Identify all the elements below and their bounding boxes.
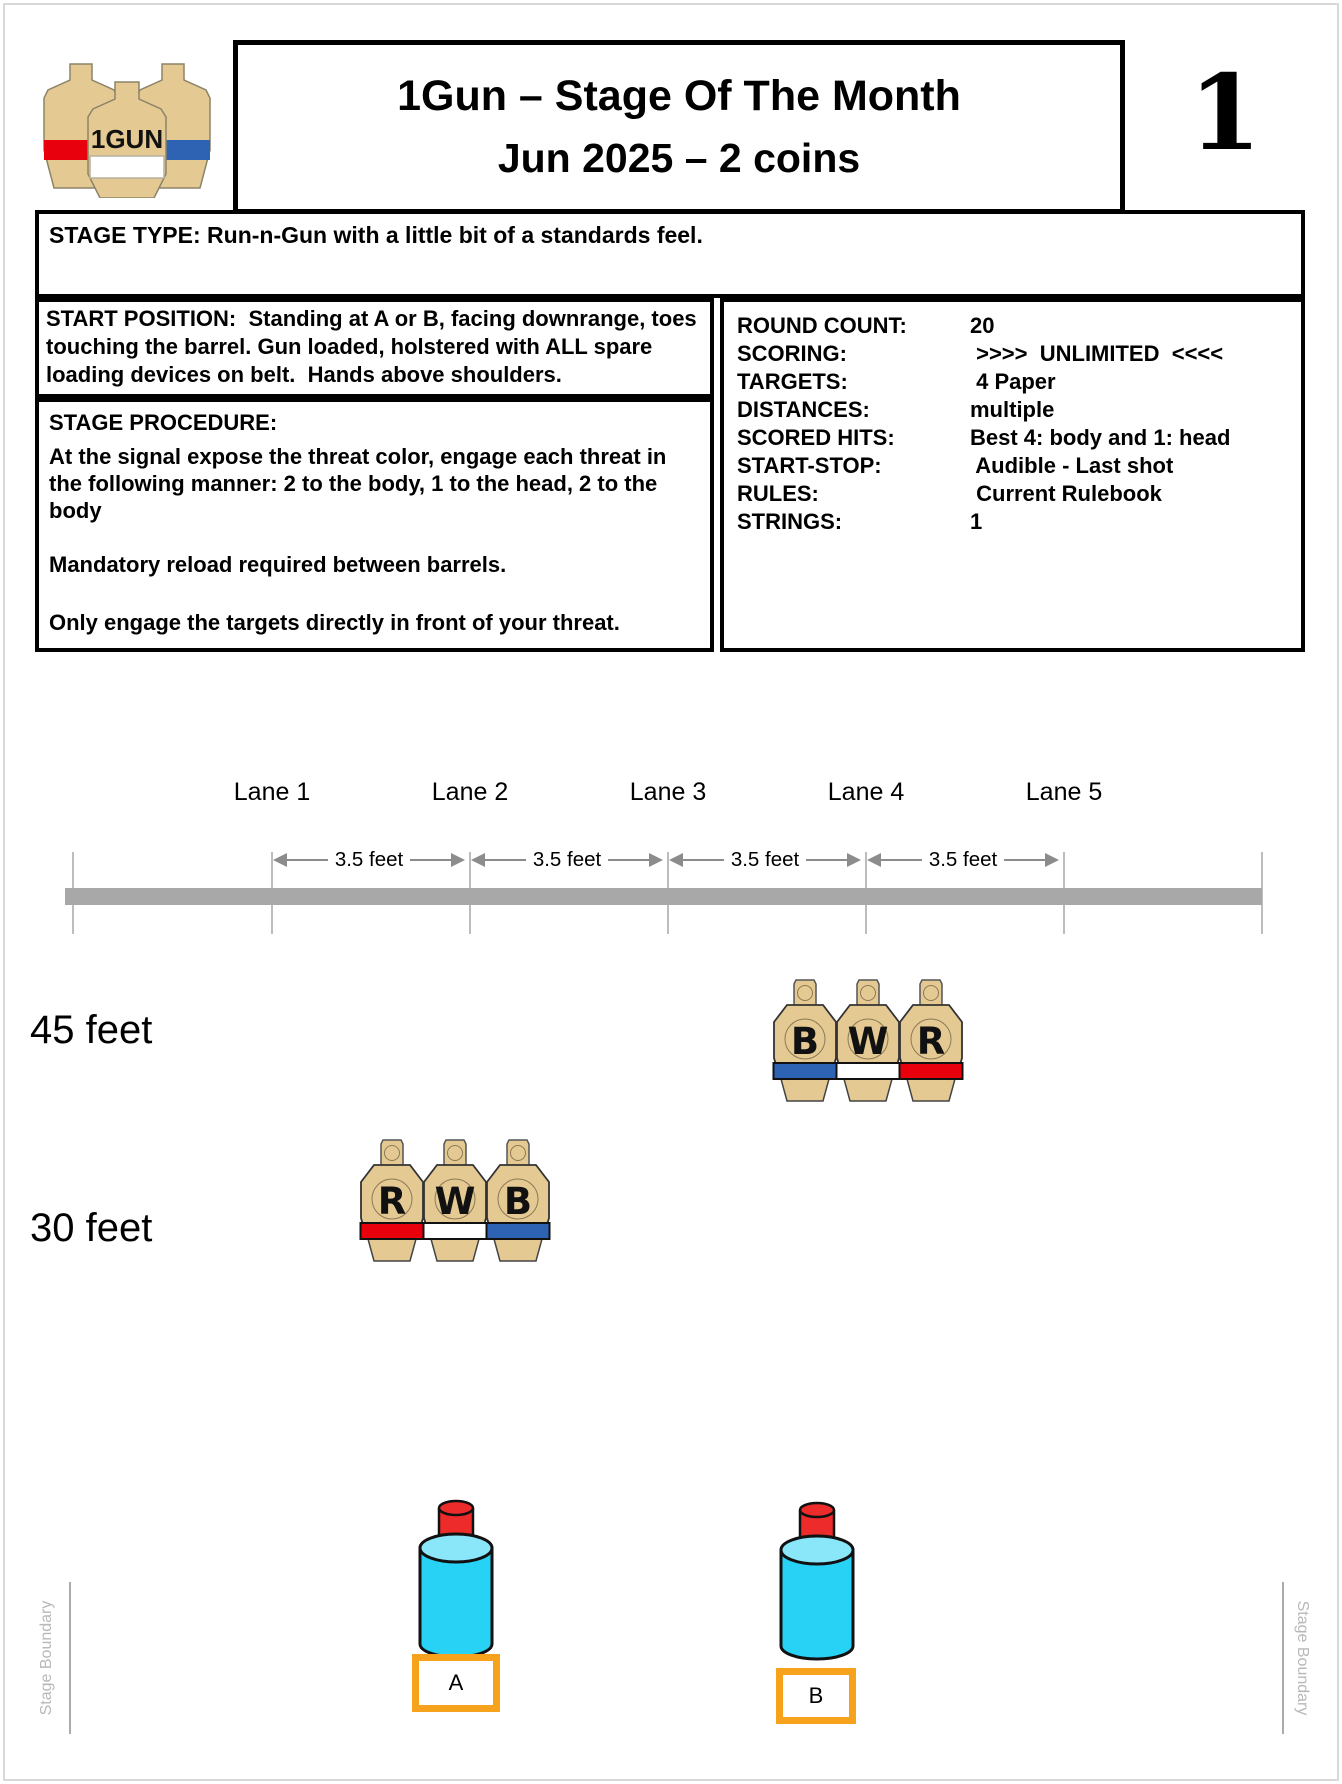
page-title: 1Gun – Stage Of The Month bbox=[397, 72, 961, 120]
arrow-left-icon bbox=[471, 853, 485, 867]
barrel-b bbox=[775, 1498, 859, 1678]
target-letter: B bbox=[790, 1020, 820, 1063]
barrel-a bbox=[414, 1496, 498, 1676]
info-value: >>>> UNLIMITED <<<< bbox=[970, 341, 1224, 366]
target-letter: R bbox=[377, 1180, 407, 1223]
procedure-paragraph: At the signal expose the threat color, engage each threat in the following manner: 2 to the body, 1 to the head, 2 to the body bbox=[49, 444, 667, 523]
info-label: START-STOP: bbox=[737, 453, 882, 478]
info-row bbox=[737, 424, 1295, 452]
1gun-logo bbox=[42, 56, 212, 198]
distance-45-feet-label: 45 feet bbox=[30, 1008, 153, 1052]
dimension-line bbox=[683, 859, 724, 862]
arrow-right-icon bbox=[451, 853, 465, 867]
arrow-left-icon bbox=[867, 853, 881, 867]
info-row bbox=[737, 452, 1295, 480]
dimension-lane1-lane2 bbox=[273, 847, 465, 873]
stage-number: 1 bbox=[1188, 51, 1262, 174]
dimension-label: 3.5 feet bbox=[730, 848, 800, 871]
position-b-box bbox=[776, 1668, 856, 1724]
stage-boundary-label-left: Stage Boundary bbox=[38, 1600, 55, 1716]
dimension-label: 3.5 feet bbox=[532, 848, 602, 871]
info-label: SCORED HITS: bbox=[737, 425, 895, 450]
stage-procedure-box bbox=[35, 398, 714, 652]
info-value: 20 bbox=[970, 313, 995, 338]
info-label: STRINGS: bbox=[737, 509, 843, 534]
threat-band-red bbox=[361, 1223, 424, 1239]
stage-boundary-label-right: Stage Boundary bbox=[1294, 1600, 1311, 1716]
arrow-right-icon bbox=[649, 853, 663, 867]
dimension-label: 3.5 feet bbox=[928, 848, 998, 871]
title-box bbox=[233, 40, 1125, 214]
arrow-right-icon bbox=[1045, 853, 1059, 867]
dimension-line bbox=[410, 859, 451, 862]
position-a-label: A bbox=[448, 1670, 464, 1695]
info-row bbox=[737, 340, 1295, 368]
info-value: Audible - Last shot bbox=[970, 453, 1174, 478]
threat-band-white bbox=[424, 1223, 487, 1239]
info-row bbox=[737, 508, 1295, 536]
info-label: DISTANCES: bbox=[737, 397, 870, 422]
target-letter: R bbox=[916, 1020, 946, 1063]
paper-target bbox=[424, 1140, 487, 1261]
target-group-30ft-rwb bbox=[359, 1138, 551, 1263]
start-position-text: Standing at A or B, facing downrange, toes touching the barrel. Gun loaded, holstered with ALL spare loading devices on belt. Hands above shoulders. bbox=[46, 306, 703, 387]
dimension-lane2-lane3 bbox=[471, 847, 663, 873]
target-letter: W bbox=[434, 1180, 476, 1223]
paper-target bbox=[837, 980, 900, 1101]
stage-info-box bbox=[720, 298, 1305, 652]
lane-1-label: Lane 1 bbox=[233, 778, 311, 806]
info-value: multiple bbox=[970, 397, 1055, 422]
logo-text: 1GUN bbox=[90, 124, 164, 154]
lane-3-label: Lane 3 bbox=[629, 778, 707, 806]
lane-2-label: Lane 2 bbox=[431, 778, 509, 806]
info-label: SCORING: bbox=[737, 341, 847, 366]
arrow-right-icon bbox=[847, 853, 861, 867]
info-label: ROUND COUNT: bbox=[737, 313, 907, 338]
info-value: Best 4: body and 1: head bbox=[970, 425, 1231, 450]
paper-target bbox=[900, 980, 963, 1101]
procedure-paragraph: Only engage the targets directly in front of your threat. bbox=[49, 610, 620, 635]
arrow-left-icon bbox=[669, 853, 683, 867]
distance-30-feet-label: 30 feet bbox=[30, 1206, 153, 1250]
stage-type-box bbox=[35, 210, 1305, 298]
dimension-lane3-lane4 bbox=[669, 847, 861, 873]
info-row bbox=[737, 396, 1295, 424]
stage-boundary-line-right bbox=[1282, 1582, 1284, 1734]
page-subtitle: Jun 2025 – 2 coins bbox=[497, 135, 861, 181]
dimension-line bbox=[881, 859, 922, 862]
paper-target bbox=[361, 1140, 424, 1261]
target-letter: W bbox=[847, 1020, 889, 1063]
shooting-line-bar bbox=[65, 888, 1262, 905]
lane-4-label: Lane 4 bbox=[827, 778, 905, 806]
dimension-label: 3.5 feet bbox=[334, 848, 404, 871]
dimension-line bbox=[485, 859, 526, 862]
target-letter: B bbox=[503, 1180, 533, 1223]
dimension-line bbox=[806, 859, 847, 862]
position-b-label: B bbox=[808, 1683, 824, 1708]
info-value: 4 Paper bbox=[970, 369, 1056, 394]
dimension-line bbox=[608, 859, 649, 862]
stage-type-label: STAGE TYPE: bbox=[49, 222, 201, 248]
paper-target bbox=[774, 980, 837, 1101]
dimension-line bbox=[287, 859, 328, 862]
paper-target bbox=[487, 1140, 550, 1261]
info-row bbox=[737, 368, 1295, 396]
info-label: TARGETS: bbox=[737, 369, 848, 394]
target-group-45ft-bwr bbox=[772, 978, 964, 1103]
info-row bbox=[737, 312, 1295, 340]
info-row bbox=[737, 480, 1295, 508]
threat-band-red bbox=[900, 1063, 963, 1079]
dimension-line bbox=[1004, 859, 1045, 862]
logo-white-band bbox=[90, 156, 164, 178]
arrow-left-icon bbox=[273, 853, 287, 867]
stage-procedure-label: STAGE PROCEDURE: bbox=[49, 410, 278, 435]
info-label: RULES: bbox=[737, 481, 819, 506]
stage-boundary-line-left bbox=[69, 1582, 71, 1734]
start-position-box bbox=[35, 298, 714, 398]
threat-band-blue bbox=[487, 1223, 550, 1239]
info-value: Current Rulebook bbox=[970, 481, 1162, 506]
dimension-lane4-lane5 bbox=[867, 847, 1059, 873]
position-a-box bbox=[412, 1654, 500, 1712]
start-position-label: START POSITION: bbox=[46, 306, 237, 331]
stage-type-text: Run-n-Gun with a little bit of a standards feel. bbox=[200, 222, 703, 248]
threat-band-white bbox=[837, 1063, 900, 1079]
procedure-paragraph: Mandatory reload required between barrels. bbox=[49, 552, 507, 577]
info-value: 1 bbox=[970, 509, 983, 534]
threat-band-blue bbox=[774, 1063, 837, 1079]
lane-5-label: Lane 5 bbox=[1025, 778, 1103, 806]
